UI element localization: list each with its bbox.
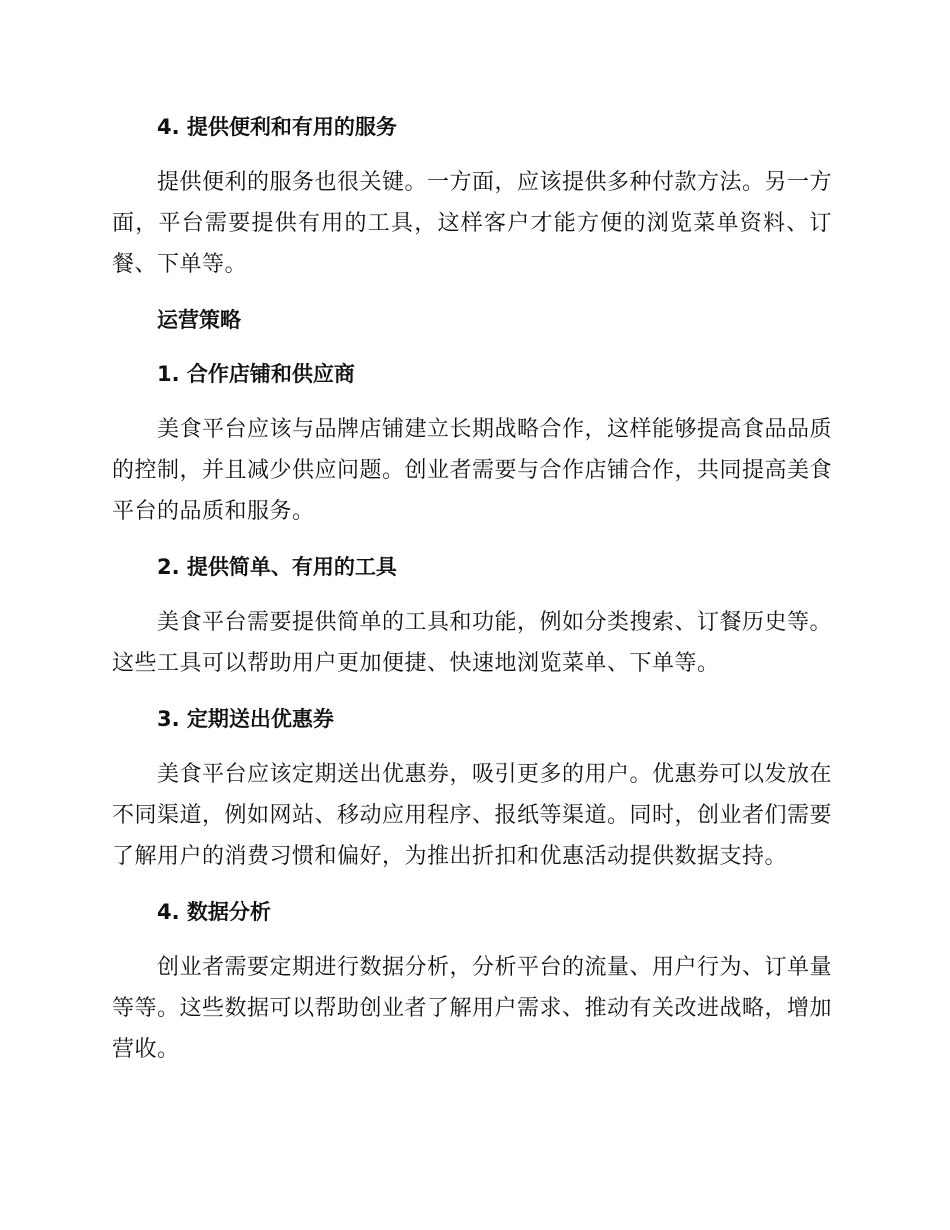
section-paragraph-service: 提供便利的服务也很关键。一方面，应该提供多种付款方法。另一方面，平台需要提供有用的工具，这样客户才能方便的浏览菜单资料、订餐、下单等。 bbox=[112, 170, 833, 277]
section-heading-service: 4. 提供便利和有用的服务 bbox=[157, 115, 397, 139]
section-heading-analytics: 4. 数据分析 bbox=[157, 900, 271, 924]
section-heading-tools: 2. 提供简单、有用的工具 bbox=[157, 555, 397, 579]
section-heading-coupons: 3. 定期送出优惠券 bbox=[157, 707, 334, 731]
section-paragraph-analytics: 创业者需要定期进行数据分析，分析平台的流量、用户行为、订单量等等。这些数据可以帮助创业者了解用户需求、推动有关改进战略，增加营收。 bbox=[112, 955, 833, 1062]
section-paragraph-tools: 美食平台需要提供简单的工具和功能，例如分类搜索、订餐历史等。这些工具可以帮助用户更加便捷、快速地浏览菜单、下单等。 bbox=[112, 610, 833, 676]
section-paragraph-partners: 美食平台应该与品牌店铺建立长期战略合作，这样能够提高食品品质的控制，并且减少供应问题。创业者需要与合作店铺合作，共同提高美食平台的品质和服务。 bbox=[112, 417, 833, 524]
document-body bbox=[112, 108, 832, 1086]
section-paragraph-coupons: 美食平台应该定期送出优惠券，吸引更多的用户。优惠券可以发放在不同渠道，例如网站、移动应用程序、报纸等渠道。同时，创业者们需要了解用户的消费习惯和偏好，为推出折扣和优惠活动提供数据支持。 bbox=[112, 762, 833, 869]
section-heading-operations: 运营策略 bbox=[157, 308, 241, 332]
section-heading-partners: 1. 合作店铺和供应商 bbox=[157, 362, 355, 386]
